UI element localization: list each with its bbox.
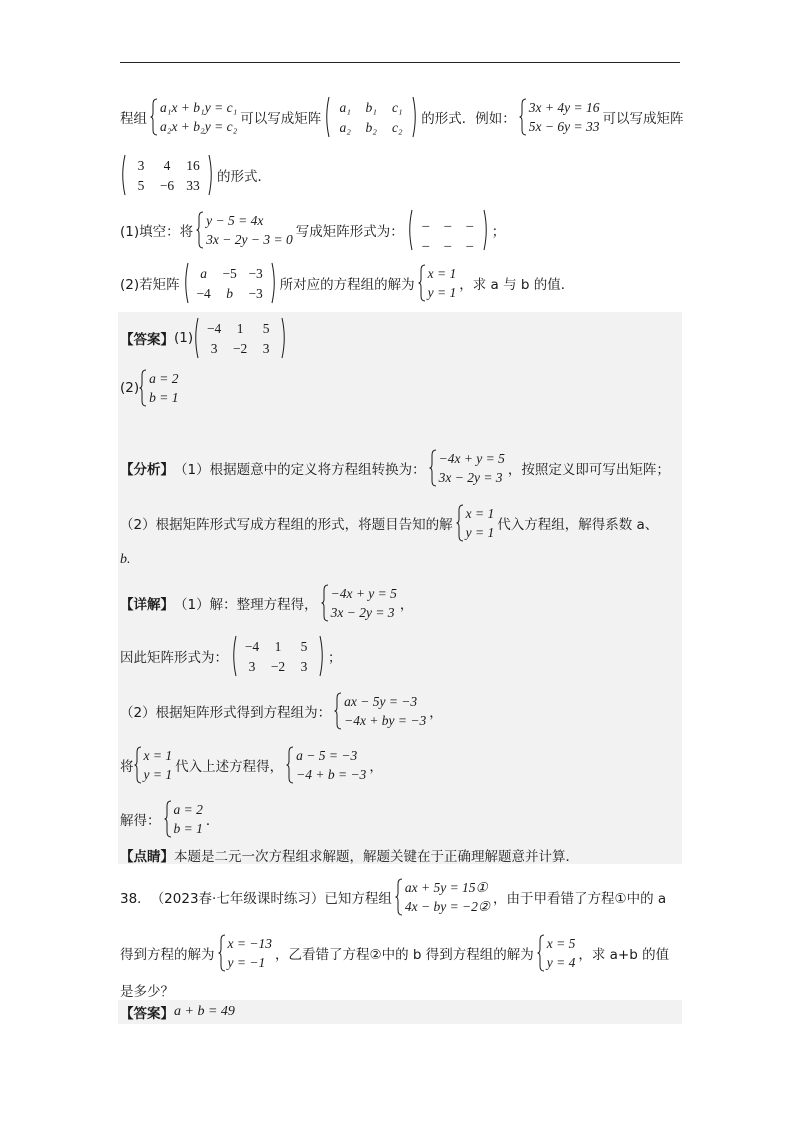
equation-lines: [426, 264, 457, 302]
equation-line: y − 5 = 4x: [206, 213, 264, 228]
equation-line: x = 1: [427, 266, 457, 281]
matrix-cell: 5: [262, 320, 270, 336]
matrix-cell: 5: [137, 177, 145, 193]
matrix-cell: 1: [274, 638, 282, 654]
matrix-cell: 3: [210, 340, 218, 356]
matrix-blank-cell: _: [466, 232, 474, 248]
analysis-line-2: [120, 498, 658, 548]
matrix-cell: 33: [186, 177, 200, 193]
analysis-label: 【分析】: [120, 462, 174, 478]
intro-text-4: 可以写成矩阵: [602, 111, 684, 127]
detail-line-1: [120, 578, 413, 628]
equation-lines: [172, 800, 203, 838]
problem38-number: 38．: [120, 891, 151, 907]
question-1: [120, 205, 505, 255]
equation-line: a = 2: [149, 371, 179, 386]
problem38-line2-text-2: ，乙看错了方程②中的 b 得到方程组的解为: [274, 947, 534, 963]
answer-part-1: [120, 313, 290, 363]
matrix-cell: −5: [222, 265, 237, 281]
detail-line-5: [120, 794, 219, 844]
right-paren-icon: [208, 154, 214, 196]
detail-system-2: [334, 692, 426, 730]
matrix-entries: [237, 638, 319, 675]
analysis-line2-text-1: （2）根据矩阵形式写成方程组的形式，将题目告知的解: [120, 517, 453, 533]
left-brace-icon: [164, 800, 172, 838]
equation-line: −4x + y = 5: [438, 451, 505, 466]
problem38-line-1: [120, 872, 666, 922]
intro-text-5: 的形式．: [217, 169, 271, 185]
left-brace-icon: [150, 98, 158, 136]
answer-part2-prefix: (2): [120, 380, 140, 396]
matrix-cell: c₂: [391, 119, 403, 135]
left-brace-icon: [334, 692, 342, 730]
equation-lines: [158, 98, 237, 136]
matrix-blank-cell: _: [422, 212, 430, 228]
matrix-cell: −4: [206, 320, 222, 336]
q2-text-3: ，求 a 与 b 的值．: [459, 277, 575, 293]
left-brace-icon: [519, 98, 527, 136]
equation-lines: [204, 211, 293, 249]
matrix-entries: [189, 265, 271, 302]
analysis-given-solution: [456, 504, 495, 542]
problem38-line2-text-3: ，求 a+b 的值: [578, 947, 670, 963]
left-brace-icon: [321, 584, 329, 622]
comment-label: 【点睛】: [120, 849, 174, 865]
equation-lines: [527, 98, 600, 136]
equation-line: y = 1: [143, 767, 173, 782]
detail-text-1: （1）解：整理方程得，: [174, 597, 318, 613]
intro-text-2: 可以写成矩阵: [240, 111, 322, 127]
problem38-line-2: [120, 928, 669, 978]
matrix-cell: 3: [300, 658, 308, 674]
matrix-cell: a: [200, 265, 207, 281]
comment-text: 本题是二元一次方程组求解题，解题关键在于正确理解题意并计算．: [174, 849, 579, 865]
matrix-entries: [126, 157, 208, 194]
detail-line-2: [120, 631, 342, 681]
answer-matrix: [193, 317, 287, 359]
left-brace-icon: [139, 369, 147, 407]
answer-part-2: [120, 363, 182, 413]
q1-text-3: ；: [491, 224, 506, 240]
detail-matrix: [231, 635, 325, 677]
equation-lines: [142, 746, 173, 784]
left-brace-icon: [395, 878, 403, 916]
matrix-blank-cell: _: [444, 212, 452, 228]
matrix-cell: c₁: [391, 99, 403, 115]
right-paren-icon: [271, 262, 277, 304]
left-brace-icon: [456, 504, 464, 542]
problem38-jia-solution: [218, 934, 272, 972]
problem38-line-3-text: 是多少？: [120, 984, 174, 1000]
matrix-blank-cell: _: [466, 212, 474, 228]
matrix-cell: 1: [236, 320, 244, 336]
equation-lines: [437, 449, 505, 487]
problem38-source: （2023春·七年级课时练习）: [150, 891, 325, 907]
matrix-cell: −2: [232, 340, 248, 356]
equation-line: a = 2: [173, 802, 203, 817]
detail-line-3: [120, 686, 443, 736]
equation-line: y = 4: [546, 955, 576, 970]
left-brace-icon: [286, 746, 294, 784]
detail-end-3: ，: [429, 705, 443, 721]
answer-solution: [139, 369, 178, 407]
matrix-cell: −6: [159, 177, 175, 193]
q2-matrix: [183, 262, 277, 304]
right-paren-icon: [281, 317, 287, 359]
matrix-cell: −4: [196, 285, 211, 301]
intro-line-1: [120, 92, 684, 142]
q1-text-2: 写成矩阵形式为：: [295, 224, 404, 240]
q2-text-2: 所对应的方程组的解为: [279, 277, 415, 293]
problem38-text-1: 已知方程组: [324, 891, 392, 907]
matrix-cell: 3: [262, 340, 270, 356]
equation-line: 5x − 6y = 33: [528, 119, 600, 134]
equation-line: 3x − 2y − 3 = 0: [206, 232, 293, 247]
matrix-cell: a₂: [339, 119, 351, 135]
q2-text-1: (2)若矩阵: [120, 277, 180, 293]
answer-label: 【答案】: [120, 332, 174, 348]
detail-solution: [164, 800, 203, 838]
equation-line: 3x − 2y = 3: [330, 605, 395, 620]
equation-lines: [226, 934, 272, 972]
analysis-text-1: （1）根据题意中的定义将方程组转换为：: [174, 462, 426, 478]
right-paren-icon: [412, 96, 418, 138]
left-brace-icon: [134, 746, 142, 784]
analysis-line2-text-2: 代入方程组，解得系数 a、: [497, 517, 659, 533]
equation-line: b = 1: [149, 390, 179, 405]
intro-line-2: [120, 150, 271, 200]
analysis-line-3-text: b.: [120, 552, 131, 567]
equation-line: ax − 5y = −3: [344, 694, 418, 709]
header-rule: [120, 62, 680, 63]
detail-text-2: 因此矩阵形式为：: [120, 650, 228, 666]
right-paren-icon: [483, 209, 489, 251]
analysis-line-3: [120, 540, 131, 580]
example-matrix: [120, 154, 214, 196]
left-brace-icon: [537, 934, 545, 972]
q1-system: [196, 211, 293, 249]
equation-line: 3x + 4y = 16: [528, 100, 600, 115]
matrix-cell: b₁: [365, 99, 377, 115]
detail-text-3: （2）根据矩阵形式得到方程组为：: [120, 705, 332, 721]
matrix-cell: 3: [137, 157, 145, 173]
problem38-line2-text-1: 得到方程的解为: [120, 947, 215, 963]
comment-line: [120, 840, 579, 870]
intro-text-3: 的形式．例如：: [421, 111, 516, 127]
equation-line: x = −13: [227, 936, 272, 951]
equation-lines: [329, 584, 397, 622]
general-matrix: [324, 96, 418, 138]
matrix-cell: 3: [248, 658, 256, 674]
equation-line: −4x + by = −3: [344, 713, 427, 728]
matrix-cell: 16: [186, 157, 200, 173]
left-brace-icon: [196, 211, 204, 249]
left-brace-icon: [218, 934, 226, 972]
detail-end-4: ，: [369, 759, 383, 775]
matrix-cell: 5: [300, 638, 308, 654]
equation-line: 4x − by = −2②: [404, 899, 491, 914]
problem38-answer-value: a + b = 49: [174, 1004, 235, 1019]
matrix-entries: [330, 99, 412, 136]
detail-end-5: ．: [205, 813, 220, 829]
equation-line: a₁x + b₁y = c₁: [160, 100, 238, 115]
matrix-entries: [199, 320, 281, 357]
matrix-cell: a₁: [339, 99, 351, 115]
left-brace-icon: [418, 264, 426, 302]
equation-lines: [403, 878, 490, 916]
intro-text-1: 程组: [120, 111, 147, 127]
equation-line: ax + 5y = 15①: [404, 880, 488, 895]
analysis-text-2: ，按照定义即可写出矩阵；: [507, 462, 670, 478]
detail-line-4: [120, 740, 383, 790]
problem38-text-2: ，由于甲看错了方程①中的 a: [493, 891, 667, 907]
matrix-cell: 4: [163, 157, 171, 173]
problem38-answer: [120, 999, 235, 1025]
equation-line: y = −1: [227, 955, 266, 970]
equation-lines: [545, 934, 576, 972]
general-system: [150, 98, 237, 136]
equation-line: 3x − 2y = 3: [438, 470, 503, 485]
matrix-cell: −4: [244, 638, 260, 654]
matrix-cell: −3: [248, 285, 263, 301]
detail-label: 【详解】: [120, 597, 174, 613]
equation-line: a₂x + b₂y = c₂: [160, 119, 238, 134]
equation-lines: [294, 746, 366, 784]
detail-system-3: [286, 746, 366, 784]
equation-lines: [342, 692, 426, 730]
analysis-line-1: [120, 443, 670, 493]
matrix-cell: b₂: [365, 119, 377, 135]
problem38-system: [395, 878, 490, 916]
problem38-yi-solution: [537, 934, 576, 972]
equation-line: b = 1: [173, 821, 203, 836]
example-system: [519, 98, 600, 136]
equation-lines: [464, 504, 495, 542]
detail-text-5: 解得：: [120, 813, 161, 829]
equation-line: −4x + y = 5: [330, 586, 397, 601]
right-paren-icon: [319, 635, 325, 677]
q1-blank-matrix: [407, 209, 489, 251]
detail-system-1: [321, 584, 397, 622]
matrix-cell: −2: [270, 658, 286, 674]
answer-part1-prefix: (1): [174, 330, 194, 346]
analysis-system: [429, 449, 505, 487]
equation-line: x = 1: [143, 748, 173, 763]
matrix-entries: [413, 212, 483, 249]
q2-solution: [418, 264, 457, 302]
detail-text-4b: 代入上述方程得，: [175, 759, 284, 775]
equation-lines: [147, 369, 178, 407]
equation-line: y = 1: [427, 285, 457, 300]
equation-line: −4 + b = −3: [296, 767, 367, 782]
left-brace-icon: [429, 449, 437, 487]
question-2: [120, 258, 574, 308]
matrix-blank-cell: _: [422, 232, 430, 248]
problem38-answer-label: 【答案】: [120, 1006, 174, 1022]
q1-text-1: (1)填空：将: [120, 224, 194, 240]
matrix-blank-cell: _: [444, 232, 452, 248]
equation-line: a − 5 = −3: [296, 748, 358, 763]
matrix-cell: b: [226, 285, 233, 301]
equation-line: y = 1: [465, 525, 495, 540]
detail-text-4a: 将: [120, 759, 134, 775]
detail-substitution: [134, 746, 173, 784]
detail-end-2: ；: [328, 650, 342, 666]
equation-line: x = 1: [465, 506, 495, 521]
detail-end-1: ，: [399, 597, 414, 613]
equation-line: x = 5: [546, 936, 576, 951]
matrix-cell: −3: [248, 265, 263, 281]
